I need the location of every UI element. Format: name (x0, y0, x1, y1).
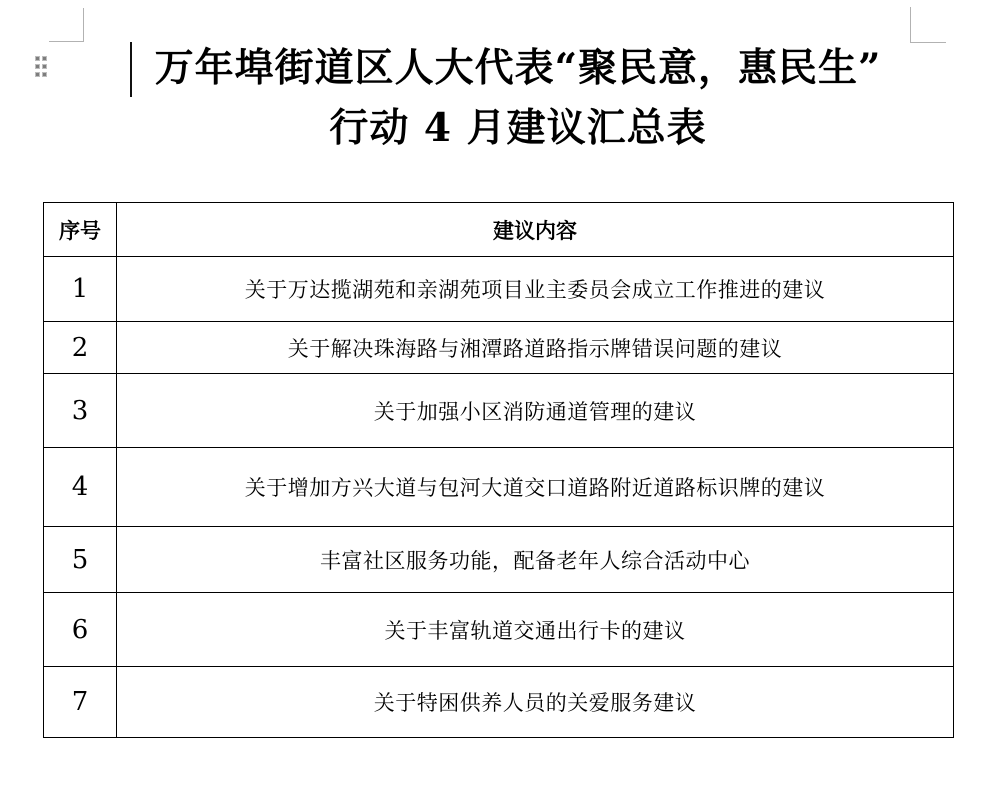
drag-handle-dot (36, 65, 39, 68)
suggestions-table (43, 202, 954, 738)
header-number-label: 序号 (59, 218, 101, 243)
drag-handle-dot (43, 73, 46, 76)
row-number-cell[interactable]: 6 (44, 593, 117, 667)
table-row (44, 448, 954, 527)
row-number-cell[interactable]: 3 (44, 374, 117, 448)
table-row (44, 322, 954, 374)
row-number-cell[interactable]: 5 (44, 527, 117, 593)
table-row (44, 374, 954, 448)
row-number-cell[interactable]: 4 (44, 448, 117, 527)
suggestion-content-cell[interactable]: 关于万达揽湖苑和亲湖苑项目业主委员会成立工作推进的建议 (117, 257, 954, 322)
document-title-line1[interactable]: 万年埠街道区人大代表“聚民意，惠民生” (154, 45, 882, 91)
table-row (44, 593, 954, 667)
document-title-line2[interactable]: 行动 4 月建议汇总表 (329, 105, 707, 151)
table-row (44, 667, 954, 738)
header-content-label: 建议内容 (493, 218, 577, 243)
drag-handle-dot (43, 65, 46, 68)
row-number-cell[interactable]: 7 (44, 667, 117, 738)
suggestion-content-cell[interactable]: 关于特困供养人员的关爱服务建议 (117, 667, 954, 738)
suggestion-content-cell[interactable]: 丰富社区服务功能，配备老年人综合活动中心 (117, 527, 954, 593)
table-row (44, 257, 954, 322)
drag-handle-icon[interactable] (36, 57, 46, 76)
drag-handle-dot (36, 73, 39, 76)
crop-mark-top-left-icon (49, 8, 84, 42)
suggestion-content-cell[interactable]: 关于解决珠海路与湘潭路道路指示牌错误问题的建议 (117, 322, 954, 374)
drag-handle-dot (43, 57, 46, 60)
suggestion-content-cell[interactable]: 关于加强小区消防通道管理的建议 (117, 374, 954, 448)
row-number-cell[interactable]: 2 (44, 322, 117, 374)
header-cell-content[interactable] (117, 203, 954, 257)
suggestion-content-cell[interactable]: 关于丰富轨道交通出行卡的建议 (117, 593, 954, 667)
header-cell-number[interactable] (44, 203, 117, 257)
drag-handle-dot (36, 57, 39, 60)
suggestion-content-cell[interactable]: 关于增加方兴大道与包河大道交口道路附近道路标识牌的建议 (117, 448, 954, 527)
row-number-cell[interactable]: 1 (44, 257, 117, 322)
document-title[interactable] (83, 38, 953, 158)
table-row (44, 527, 954, 593)
table-header-row (44, 203, 954, 257)
